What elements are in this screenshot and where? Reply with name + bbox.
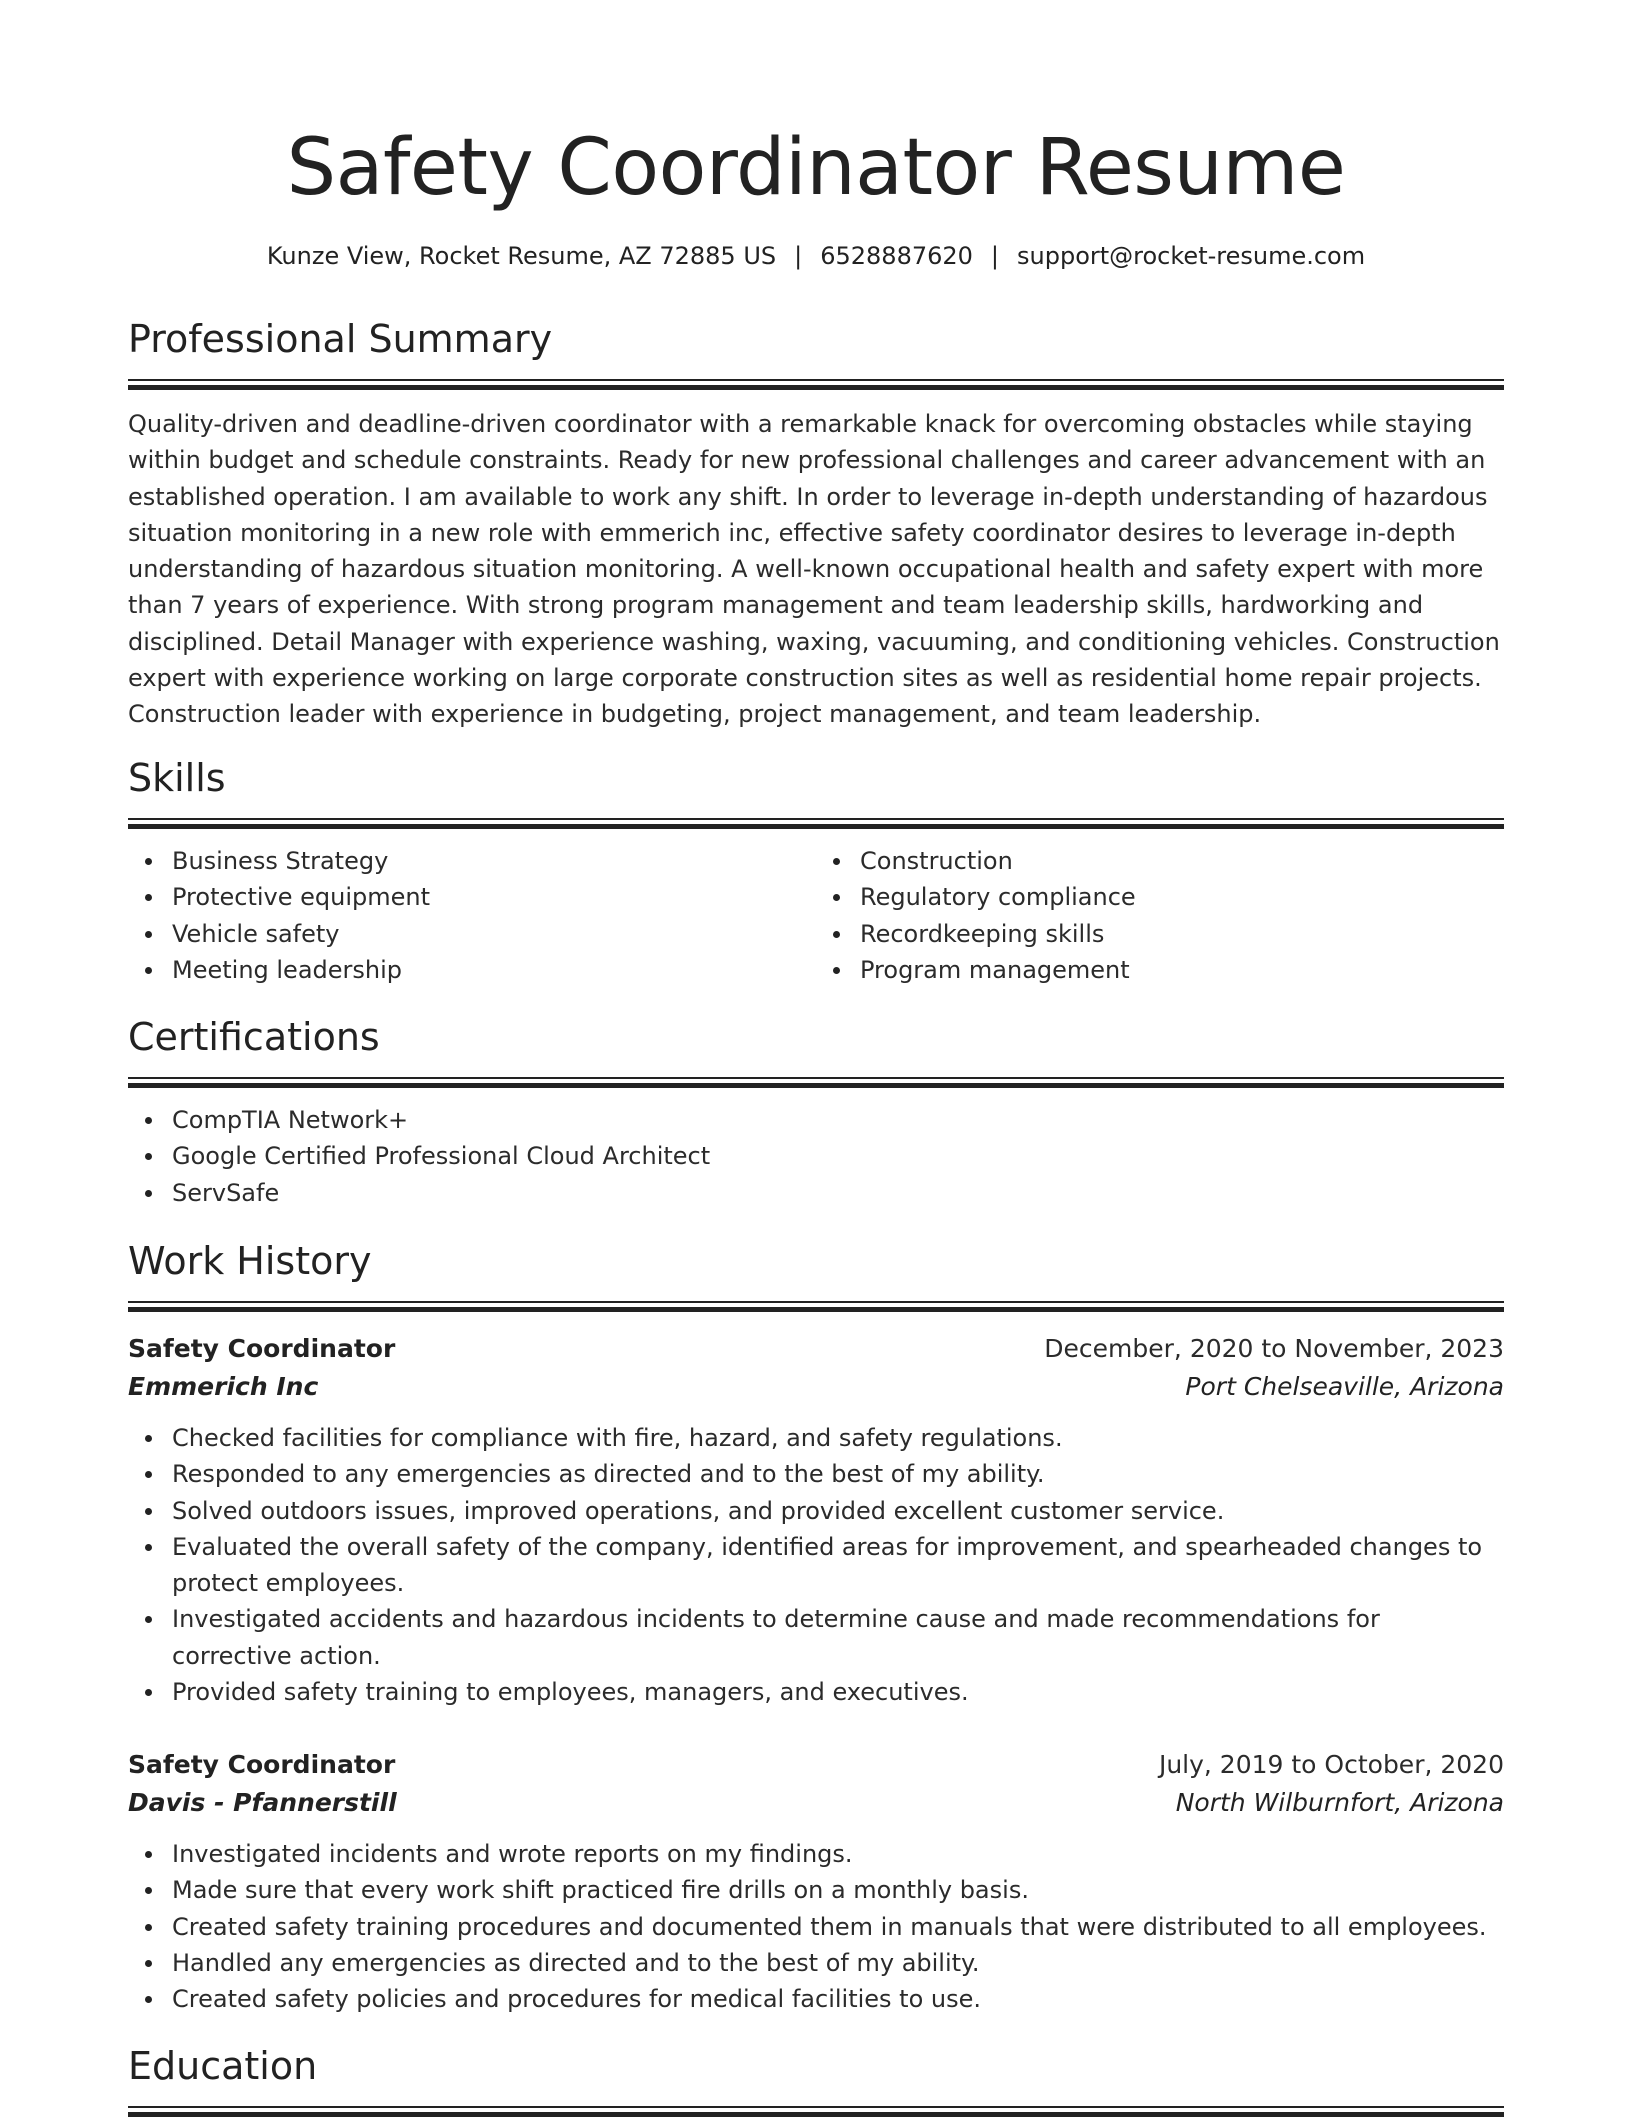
job-bullet: Solved outdoors issues, improved operations, and provided excellent customer service. (172, 1493, 1504, 1529)
skills-heading: Skills (128, 756, 226, 800)
page-title: Safety Coordinator Resume (286, 123, 1346, 213)
certifications-heading: Certifications (128, 1015, 380, 1059)
job-dates: December, 2020 to November, 2023 (1044, 1334, 1504, 1363)
job-bullet: Created safety training procedures and documented them in manuals that were distributed to all employees. (172, 1909, 1504, 1945)
contact-address: Kunze View, Rocket Resume, AZ 72885 US (266, 242, 777, 270)
skill-item: Recordkeeping skills (860, 916, 1504, 952)
certification-item: CompTIA Network+ (172, 1102, 1504, 1138)
skill-item: Vehicle safety (172, 916, 816, 952)
job-bullet: Evaluated the overall safety of the company, identified areas for improvement, and spearheaded changes to protect employees. (172, 1529, 1504, 1602)
work-history-heading: Work History (128, 1239, 372, 1283)
certifications-section (128, 1011, 1504, 1211)
job-bullets (128, 1836, 1504, 2017)
summary-section (128, 313, 1504, 733)
education-section (128, 2040, 1504, 2117)
job-company: Emmerich Inc (128, 1372, 319, 1401)
skill-item: Construction (860, 843, 1504, 879)
skill-item: Program management (860, 952, 1504, 988)
contact-separator: | (794, 242, 803, 270)
job-bullet: Investigated accidents and hazardous incidents to determine cause and made recommendations for corrective action. (172, 1601, 1504, 1674)
job-bullets (128, 1420, 1504, 1710)
job-bullet: Made sure that every work shift practiced fire drills on a monthly basis. (172, 1872, 1504, 1908)
job-title: Safety Coordinator (128, 1750, 396, 1779)
job-bullet: Responded to any emergencies as directed and to the best of my ability. (172, 1456, 1504, 1492)
summary-text: Quality-driven and deadline-driven coordinator with a remarkable knack for overcoming obstacles while staying within budget and schedule constraints. Ready for new professional challenges and career advancement with an established operation. I am available to work any shift. In order to leverage in-depth understanding of hazardous situation monitoring in a new role with emmerich inc, effective safety coordinator desires to leverage in-depth understanding of hazardous situation monitoring. A well-known occupational health and safety expert with more than 7 years of experience. With strong program management and team leadership skills, hardworking and disciplined. Detail Manager with experience washing, waxing, vacuuming, and conditioning vehicles. Construction expert with experience working on large corporate construction sites as well as residential home repair projects. Construction leader with experience in budgeting, project management, and team leadership. (128, 410, 1500, 729)
contact-line (128, 238, 1504, 274)
job-company-row (128, 1368, 1504, 1406)
job-bullet: Investigated incidents and wrote reports on my findings. (172, 1836, 1504, 1872)
job-header-row (128, 1746, 1504, 1784)
skill-item: Regulatory compliance (860, 879, 1504, 915)
certifications-list (128, 1102, 1504, 1211)
job-company-row (128, 1784, 1504, 1822)
work-history-section (128, 1235, 1504, 1312)
skills-section (128, 752, 1504, 988)
summary-heading: Professional Summary (128, 317, 553, 361)
job-header-row (128, 1330, 1504, 1368)
job-bullet: Provided safety training to employees, managers, and executives. (172, 1674, 1504, 1710)
skills-grid (128, 843, 1504, 988)
contact-phone: 6528887620 (820, 242, 973, 270)
job-entry (128, 1330, 1504, 1710)
skills-list-left (128, 843, 816, 988)
skills-list-right (816, 843, 1504, 988)
section-divider (128, 818, 1504, 829)
education-heading: Education (128, 2044, 318, 2088)
skill-item: Meeting leadership (172, 952, 816, 988)
skill-item: Business Strategy (172, 843, 816, 879)
section-divider (128, 1077, 1504, 1088)
job-bullet: Handled any emergencies as directed and to the best of my ability. (172, 1945, 1504, 1981)
job-entry (128, 1746, 1504, 2017)
job-location: Port Chelseaville, Arizona (1185, 1372, 1504, 1401)
job-bullet: Checked facilities for compliance with fire, hazard, and safety regulations. (172, 1420, 1504, 1456)
job-title: Safety Coordinator (128, 1334, 396, 1363)
job-location: North Wilburnfort, Arizona (1175, 1788, 1504, 1817)
job-bullet: Created safety policies and procedures for medical facilities to use. (172, 1981, 1504, 2017)
job-dates: July, 2019 to October, 2020 (1158, 1750, 1504, 1779)
contact-separator: | (990, 242, 1000, 270)
section-divider (128, 1301, 1504, 1312)
job-company: Davis - Pfannerstill (128, 1788, 397, 1817)
contact-email: support@rocket-resume.com (1017, 242, 1366, 270)
skill-item: Protective equipment (172, 879, 816, 915)
certification-item: ServSafe (172, 1175, 1504, 1211)
section-divider (128, 379, 1504, 390)
certification-item: Google Certified Professional Cloud Architect (172, 1138, 1504, 1174)
